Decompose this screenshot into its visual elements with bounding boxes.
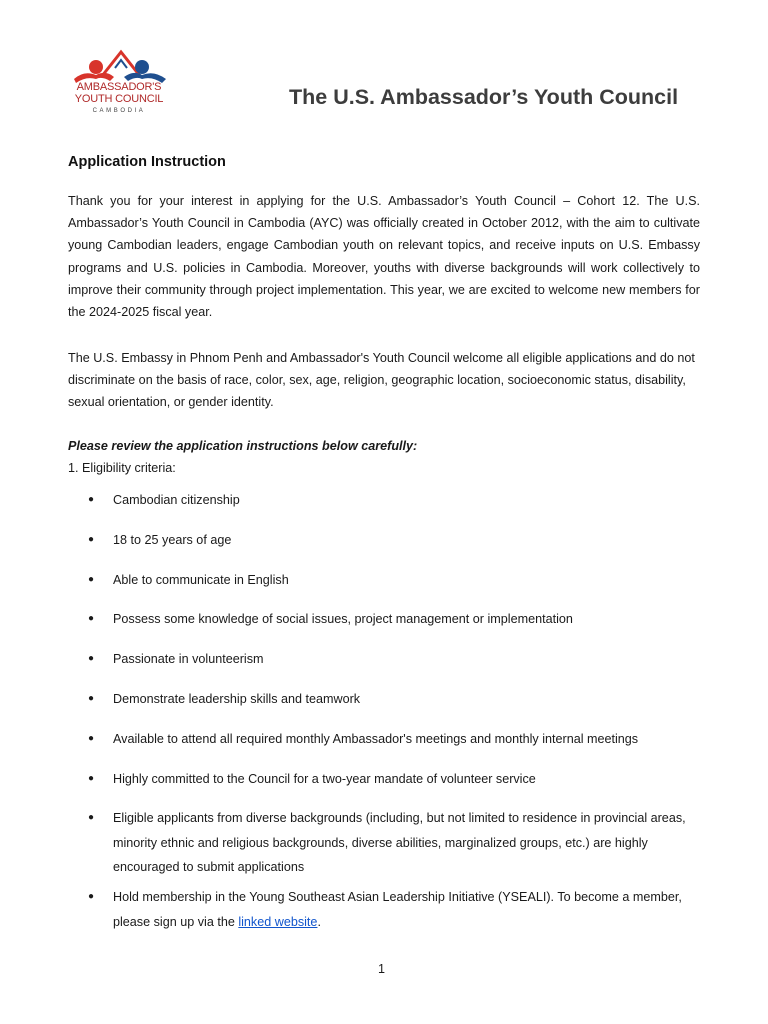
bullet-icon: ● (88, 534, 95, 545)
list-item-text (113, 885, 703, 934)
link-suffix: . (317, 914, 321, 929)
list-item-text: Demonstrate leadership skills and teamwork (113, 692, 361, 706)
intro-paragraph: Thank you for your interest in applying for the U.S. Ambassador’s Youth Council – Cohort 12. The U.S. Ambassador’s Youth Council in Cambodia (AYC) was officially created in October 2012, with the aim to cultivate young Cambodian leaders, engage Cambodian youth on relevant topics, and receive inputs on U.S. Embassy programs and U.S. policies in Cambodia. Moreover, youths with diverse backgrounds will work collectively to improve their community through project implementation. This year, we are excited to welcome new members for the 2024-2025 fiscal year. (68, 194, 700, 320)
bullet-icon: ● (88, 812, 95, 823)
page-number: 1 (378, 962, 386, 976)
list-item-text: Highly committed to the Council for a two-year mandate of volunteer service (113, 772, 536, 786)
eligibility-criteria-label: 1. Eligibility criteria: (68, 461, 176, 475)
bullet-icon: ● (88, 693, 95, 704)
bullet-icon: ● (88, 891, 95, 902)
list-item-text: Cambodian citizenship (113, 493, 240, 507)
bullet-icon: ● (88, 574, 95, 585)
list-item-text: Possess some knowledge of social issues, project management or implementation (113, 612, 573, 626)
logo-text-line3: CAMBODIA (92, 108, 146, 114)
ayc-logo (66, 46, 172, 122)
bullet-icon: ● (88, 653, 95, 664)
logo-figures-icon (66, 46, 172, 86)
list-item-text: Eligible applicants from diverse backgrounds (including, but not limited to residence in provincial areas, minority ethnic and religious backgrounds, diverse abilities, marginalized groups, etc.) are highly encouraged to submit applications (113, 811, 686, 874)
logo-text-line1: AMBASSADOR'S (76, 81, 162, 93)
document-title: The U.S. Ambassador’s Youth Council (289, 85, 679, 109)
yseali-text: Hold membership in the Young Southeast Asian Leadership Initiative (YSEALI). To become a member, please sign up via the (113, 890, 682, 929)
review-instructions-heading: Please review the application instructions below carefully: (68, 439, 418, 453)
bullet-icon: ● (88, 494, 95, 505)
list-item-text: 18 to 25 years of age (113, 533, 232, 547)
list-item-text: Passionate in volunteerism (113, 652, 264, 666)
logo-text-line2: YOUTH COUNCIL (74, 93, 164, 105)
non-discrimination-paragraph: The U.S. Embassy in Phnom Penh and Ambassador's Youth Council welcome all eligible applications and do not discriminate on the basis of race, color, sex, age, religion, geographic location, socioeconomic status, disability, sexual orientation, or gender identity. (68, 351, 695, 410)
section-heading: Application Instruction (68, 154, 226, 170)
bullet-icon: ● (88, 613, 95, 624)
list-item-text: Able to communicate in English (113, 573, 289, 587)
list-item-text: Available to attend all required monthly Ambassador's meetings and monthly internal meetings (113, 732, 639, 746)
bullet-icon: ● (88, 773, 95, 784)
linked-website-link[interactable]: linked website (238, 914, 318, 929)
bullet-icon: ● (88, 733, 95, 744)
